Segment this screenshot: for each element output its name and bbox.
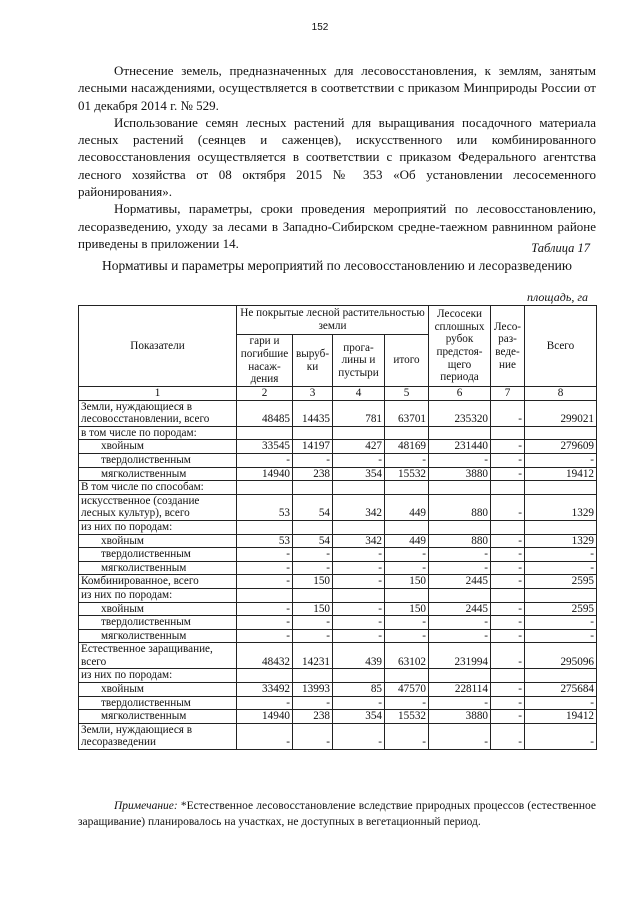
table-cell: - — [491, 643, 525, 669]
table-cell: - — [237, 453, 293, 467]
table-cell: - — [237, 696, 293, 710]
table-cell — [525, 520, 597, 534]
table-cell: 299021 — [525, 400, 597, 426]
table-cell: 150 — [385, 575, 429, 589]
table-cell: 48485 — [237, 400, 293, 426]
table-cell: - — [429, 696, 491, 710]
table-cell: - — [429, 453, 491, 467]
table-cell: - — [385, 696, 429, 710]
table-cell: 275684 — [525, 683, 597, 697]
table-cell: - — [293, 453, 333, 467]
table-cell: - — [333, 561, 385, 575]
table-row — [79, 467, 597, 481]
table-cell: 2595 — [525, 602, 597, 616]
table-cell: - — [491, 548, 525, 562]
table-cell: 54 — [293, 494, 333, 520]
table-cell: - — [491, 683, 525, 697]
table-row — [79, 588, 597, 602]
table-title: Нормативы и параметры мероприятий по лесовосстановлению и лесоразведению — [102, 258, 572, 273]
row-label: Комбинированное, всего — [79, 575, 237, 589]
units-label: площадь, га — [527, 290, 588, 304]
table-cell — [237, 426, 293, 440]
table-cell — [525, 669, 597, 683]
table-cell: 2595 — [525, 575, 597, 589]
table-cell: 19412 — [525, 710, 597, 724]
paragraph-3: Нормативы, параметры, сроки проведения мероприятий по лесовосстановлению, лесоразведению, уходу за лесами в Западно-Сибирском средне-таежном равнинном районе приведены в приложении 14. — [78, 201, 596, 251]
table-cell: - — [237, 548, 293, 562]
table-cell: - — [525, 548, 597, 562]
table-cell: 449 — [385, 534, 429, 548]
table-cell — [237, 669, 293, 683]
row-label: из них по породам: — [79, 588, 237, 602]
column-number: 8 — [525, 387, 597, 401]
table-cell: - — [491, 453, 525, 467]
header-non-forested: Не покрытые лесной растительностью земли — [237, 306, 429, 335]
table-cell: 14940 — [237, 710, 293, 724]
table-cell: - — [237, 723, 293, 749]
table-cell: 53 — [237, 494, 293, 520]
table-cell: 14231 — [293, 643, 333, 669]
table-cell — [333, 520, 385, 534]
table-cell — [429, 481, 491, 495]
table-cell: - — [237, 602, 293, 616]
row-label: твердолиственным — [79, 696, 237, 710]
table-cell: - — [491, 561, 525, 575]
footnote — [78, 799, 596, 830]
table-cell — [293, 426, 333, 440]
table-cell: 15532 — [385, 467, 429, 481]
table-cell — [333, 669, 385, 683]
table-cell: - — [237, 561, 293, 575]
table-cell: - — [385, 629, 429, 643]
table-cell: - — [293, 548, 333, 562]
table-cell: - — [385, 548, 429, 562]
table-cell: 235320 — [429, 400, 491, 426]
table-cell: - — [429, 616, 491, 630]
table-cell: - — [333, 629, 385, 643]
table-cell — [429, 520, 491, 534]
table-cell: 48169 — [385, 440, 429, 454]
table-cell: 14435 — [293, 400, 333, 426]
header-cutover: выруб-ки — [293, 335, 333, 387]
row-label: твердолиственным — [79, 616, 237, 630]
table-cell — [293, 669, 333, 683]
table-cell — [293, 520, 333, 534]
table-cell: - — [491, 616, 525, 630]
paragraph-2: Использование семян лесных растений для выращивания посадочного материала лесных растений (сеянцев и саженцев), искусственного или комбинированного лесовосстановления осуществляется в соответствии с приказом Федерального агентства лесного хозяйства от 08 октября 2015 № 353 «Об установлении лесосеменного районирования». — [78, 114, 596, 200]
table-cell: - — [429, 561, 491, 575]
table-cell — [525, 588, 597, 602]
table-cell: 63701 — [385, 400, 429, 426]
table-row — [79, 494, 597, 520]
row-label: твердолиственным — [79, 453, 237, 467]
table-cell: - — [237, 616, 293, 630]
table-cell: 48432 — [237, 643, 293, 669]
table-cell — [237, 588, 293, 602]
table-cell — [385, 520, 429, 534]
table-cell — [385, 669, 429, 683]
table-cell: 1329 — [525, 534, 597, 548]
table-cell: - — [491, 575, 525, 589]
header-burned: гари и погибшие насаж-дения — [237, 335, 293, 387]
table-cell: - — [293, 696, 333, 710]
table-cell — [429, 426, 491, 440]
column-number: 4 — [333, 387, 385, 401]
table-cell: 279609 — [525, 440, 597, 454]
row-label: мягколиственным — [79, 629, 237, 643]
table-cell: 14940 — [237, 467, 293, 481]
table-cell — [429, 588, 491, 602]
table-row — [79, 548, 597, 562]
row-label: из них по породам: — [79, 520, 237, 534]
header-glades: прога-лины и пустыри — [333, 335, 385, 387]
row-label: хвойным — [79, 602, 237, 616]
table-row — [79, 400, 597, 426]
table-cell — [491, 520, 525, 534]
table-cell: 53 — [237, 534, 293, 548]
table-row — [79, 696, 597, 710]
table-cell: 231994 — [429, 643, 491, 669]
table-row — [79, 440, 597, 454]
body-text — [78, 62, 596, 252]
table-cell: 880 — [429, 534, 491, 548]
header-indicator: Показатели — [79, 306, 237, 387]
table-row — [79, 481, 597, 495]
table-cell: 33492 — [237, 683, 293, 697]
table-cell: 3880 — [429, 467, 491, 481]
table-cell: - — [333, 453, 385, 467]
row-label: в том числе по породам: — [79, 426, 237, 440]
table-cell: - — [385, 453, 429, 467]
table-cell — [491, 669, 525, 683]
table-row — [79, 683, 597, 697]
table-cell: - — [525, 696, 597, 710]
table-cell: - — [429, 723, 491, 749]
header-subtotal: итого — [385, 335, 429, 387]
row-label: В том числе по способам: — [79, 481, 237, 495]
table-cell: 354 — [333, 710, 385, 724]
table-cell: 63102 — [385, 643, 429, 669]
table-cell: 231440 — [429, 440, 491, 454]
table-cell: 54 — [293, 534, 333, 548]
header-clearcut: Лесосеки сплошных рубок предстоя-щего периода — [429, 306, 491, 387]
table-cell: - — [385, 561, 429, 575]
table-cell: - — [525, 616, 597, 630]
table-cell: - — [385, 723, 429, 749]
row-label: Естественное заращивание, всего — [79, 643, 237, 669]
table-cell: 14197 — [293, 440, 333, 454]
table-cell — [385, 481, 429, 495]
norms-table — [78, 305, 597, 750]
table-row — [79, 520, 597, 534]
table-cell: - — [293, 723, 333, 749]
column-number: 2 — [237, 387, 293, 401]
header-total: Всего — [525, 306, 597, 387]
table-cell: 238 — [293, 467, 333, 481]
table-cell — [491, 426, 525, 440]
table-row — [79, 723, 597, 749]
row-label: Земли, нуждающиеся в лесоразведении — [79, 723, 237, 749]
table-cell — [333, 426, 385, 440]
table-cell: - — [293, 616, 333, 630]
table-cell — [237, 481, 293, 495]
table-cell: - — [237, 629, 293, 643]
table-cell — [237, 520, 293, 534]
table-cell: - — [293, 629, 333, 643]
footnote-label: Примечание: — [114, 800, 178, 812]
footnote-text: *Естественное лесовосстановление вследствие природных процессов (естественное заращивание) планировалось на участках, не доступных в вегетационный период. — [78, 800, 596, 828]
table-cell: 19412 — [525, 467, 597, 481]
row-label: из них по породам: — [79, 669, 237, 683]
table-cell: 228114 — [429, 683, 491, 697]
table-row — [79, 453, 597, 467]
page-number: 152 — [311, 22, 329, 33]
table-cell: 150 — [385, 602, 429, 616]
table-cell — [333, 481, 385, 495]
table-cell: 150 — [293, 602, 333, 616]
table-cell: 354 — [333, 467, 385, 481]
table-row — [79, 629, 597, 643]
table-label: Таблица 17 — [531, 241, 590, 255]
table-row — [79, 710, 597, 724]
table-cell — [385, 588, 429, 602]
table-cell: - — [333, 696, 385, 710]
table-cell: - — [491, 723, 525, 749]
table-row — [79, 616, 597, 630]
table-cell — [385, 426, 429, 440]
table-cell: 13993 — [293, 683, 333, 697]
table-cell: 781 — [333, 400, 385, 426]
table-cell: - — [491, 534, 525, 548]
table-cell: 1329 — [525, 494, 597, 520]
table-cell: - — [525, 723, 597, 749]
table-cell: - — [525, 561, 597, 575]
table-row — [79, 561, 597, 575]
table-cell: 295096 — [525, 643, 597, 669]
row-label: мягколиственным — [79, 561, 237, 575]
table-cell — [333, 588, 385, 602]
row-label: мягколиственным — [79, 467, 237, 481]
table-cell: - — [293, 561, 333, 575]
row-label: Земли, нуждающиеся в лесовосстановлении, всего — [79, 400, 237, 426]
table-cell: 85 — [333, 683, 385, 697]
column-number: 1 — [79, 387, 237, 401]
table-row — [79, 602, 597, 616]
table-cell — [429, 669, 491, 683]
table-cell: - — [385, 616, 429, 630]
header-afforestation: Лесо-раз-веде-ние — [491, 306, 525, 387]
column-number-row — [79, 387, 597, 401]
table-cell: - — [491, 494, 525, 520]
table-cell: - — [491, 467, 525, 481]
table-cell: 439 — [333, 643, 385, 669]
column-number: 3 — [293, 387, 333, 401]
table-cell: 3880 — [429, 710, 491, 724]
table-cell: - — [333, 575, 385, 589]
table-cell: - — [429, 629, 491, 643]
table-cell: 880 — [429, 494, 491, 520]
table-cell: - — [491, 710, 525, 724]
table-cell: - — [525, 453, 597, 467]
table-cell — [491, 481, 525, 495]
table-cell: - — [525, 629, 597, 643]
table-cell: 427 — [333, 440, 385, 454]
table-cell: - — [491, 629, 525, 643]
table-cell — [525, 481, 597, 495]
table-cell: - — [237, 575, 293, 589]
row-label: мягколиственным — [79, 710, 237, 724]
table-row — [79, 534, 597, 548]
column-number: 6 — [429, 387, 491, 401]
table-cell: 15532 — [385, 710, 429, 724]
table-cell: 2445 — [429, 575, 491, 589]
table-cell: - — [333, 723, 385, 749]
table-cell: - — [491, 602, 525, 616]
column-number: 5 — [385, 387, 429, 401]
table-row — [79, 643, 597, 669]
paragraph-1: Отнесение земель, предназначенных для лесовосстановления, к землям, занятым лесными насаждениями, осуществляется в соответствии с приказом Минприроды России от 01 декабря 2014 г. № 529. — [78, 63, 596, 113]
row-label: хвойным — [79, 440, 237, 454]
table-row — [79, 426, 597, 440]
table-cell: 150 — [293, 575, 333, 589]
table-cell: 238 — [293, 710, 333, 724]
table-cell: 2445 — [429, 602, 491, 616]
table-cell: - — [491, 696, 525, 710]
table-cell — [293, 588, 333, 602]
table-cell: 33545 — [237, 440, 293, 454]
table-cell: 342 — [333, 494, 385, 520]
table-cell: - — [491, 440, 525, 454]
table-row — [79, 669, 597, 683]
table-cell: - — [491, 400, 525, 426]
table-cell: 47570 — [385, 683, 429, 697]
table-cell — [293, 481, 333, 495]
table-cell: - — [333, 548, 385, 562]
table-cell: - — [429, 548, 491, 562]
table-cell: 342 — [333, 534, 385, 548]
table-cell: - — [333, 616, 385, 630]
row-label: хвойным — [79, 534, 237, 548]
table-cell: - — [333, 602, 385, 616]
table-row — [79, 575, 597, 589]
column-number: 7 — [491, 387, 525, 401]
row-label: твердолиственным — [79, 548, 237, 562]
row-label: искусственное (создание лесных культур), всего — [79, 494, 237, 520]
table-cell — [525, 426, 597, 440]
table-cell — [491, 588, 525, 602]
row-label: хвойным — [79, 683, 237, 697]
table-cell: 449 — [385, 494, 429, 520]
